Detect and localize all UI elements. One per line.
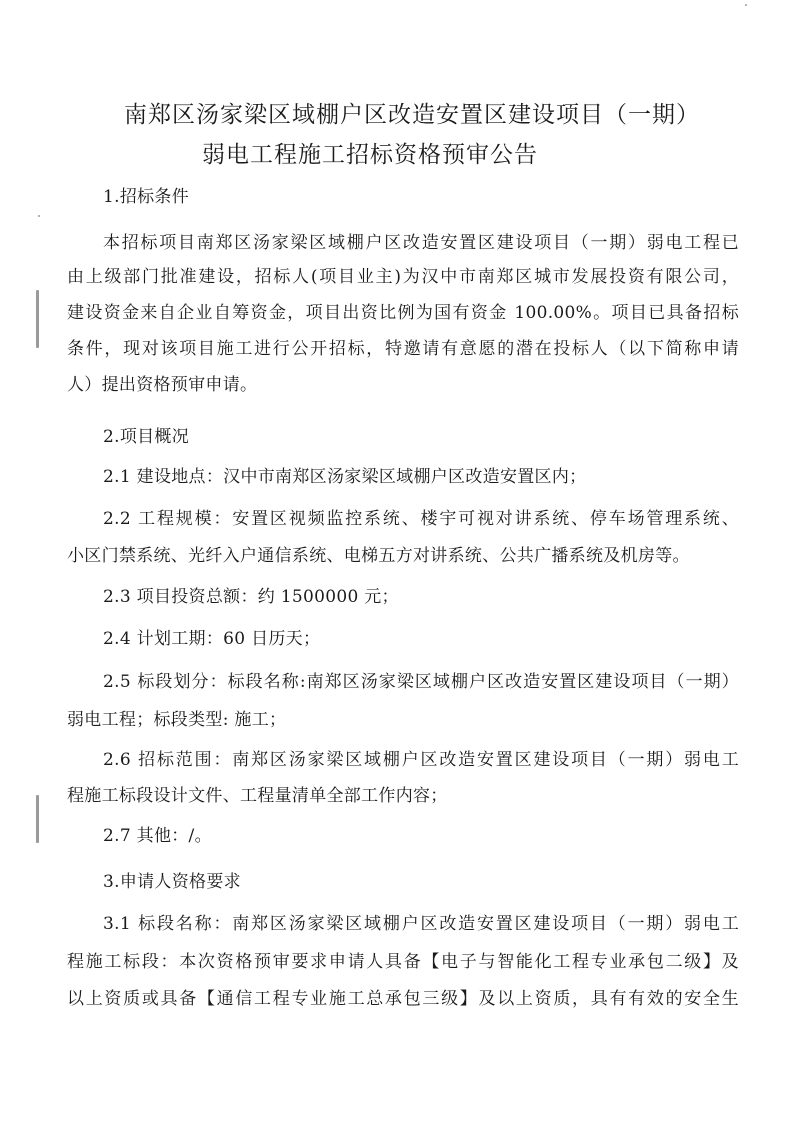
document-title-line-2: 弱电工程施工招标资格预审公告 — [202, 142, 538, 168]
section-heading: 1.招标条件 — [103, 187, 190, 207]
scan-speck — [38, 215, 40, 217]
list-item-continuation: 弱电工程；标段类型: 施工； — [67, 710, 287, 730]
list-item: 2.7 其他：/。 — [103, 826, 212, 846]
paragraph-line: 人）提出资格预审申请。 — [67, 375, 258, 395]
list-item: 2.5 标段划分：标段名称:南郑区汤家梁区域棚户区改造安置区建设项目（一期） — [103, 672, 739, 692]
list-item: 2.2 工程规模：安置区视频监控系统、楼宇可视对讲系统、停车场管理系统、 — [103, 509, 739, 529]
list-item: 2.1 建设地点：汉中市南郑区汤家梁区域棚户区改造安置区内； — [103, 467, 587, 487]
scan-speck — [745, 4, 747, 6]
list-item: 3.1 标段名称：南郑区汤家梁区域棚户区改造安置区建设项目（一期）弱电工 — [103, 914, 739, 934]
list-item: 2.3 项目投资总额：约 1500000 元； — [103, 587, 399, 607]
list-item: 2.4 计划工期：60 日历天； — [103, 629, 321, 649]
paragraph-line: 条件，现对该项目施工进行公开招标，特邀请有意愿的潜在投标人（以下简称申请 — [67, 339, 739, 359]
paragraph-line: 建设资金来自企业自筹资金，项目出资比例为国有资金 100.00%。项目已具备招标 — [67, 303, 739, 323]
list-item-continuation: 以上资质或具备【通信工程专业施工总承包三级】及以上资质，具有有效的安全生 — [67, 989, 739, 1009]
list-item-continuation: 程施工标段设计文件、工程量清单全部工作内容； — [67, 786, 448, 806]
paragraph-line: 由上级部门批准建设，招标人(项目业主)为汉中市南郑区城市发展投资有限公司， — [67, 267, 739, 287]
scan-binding-mark — [36, 795, 39, 843]
document-title-line-1: 南郑区汤家梁区域棚户区改造安置区建设项目（一期） — [124, 102, 700, 128]
list-item-continuation: 小区门禁系统、光纤入户通信系统、电梯五方对讲系统、公共广播系统及机房等。 — [67, 546, 690, 566]
list-item: 2.6 招标范围：南郑区汤家梁区域棚户区改造安置区建设项目（一期）弱电工 — [103, 750, 739, 770]
section-heading: 3.申请人资格要求 — [103, 872, 241, 892]
list-item-continuation: 程施工标段：本次资格预审要求申请人具备【电子与智能化工程专业承包二级】及 — [67, 952, 739, 972]
paragraph-line: 本招标项目南郑区汤家梁区域棚户区改造安置区建设项目（一期）弱电工程已 — [103, 233, 739, 253]
scan-binding-mark — [36, 290, 39, 348]
section-heading: 2.项目概况 — [103, 427, 190, 447]
